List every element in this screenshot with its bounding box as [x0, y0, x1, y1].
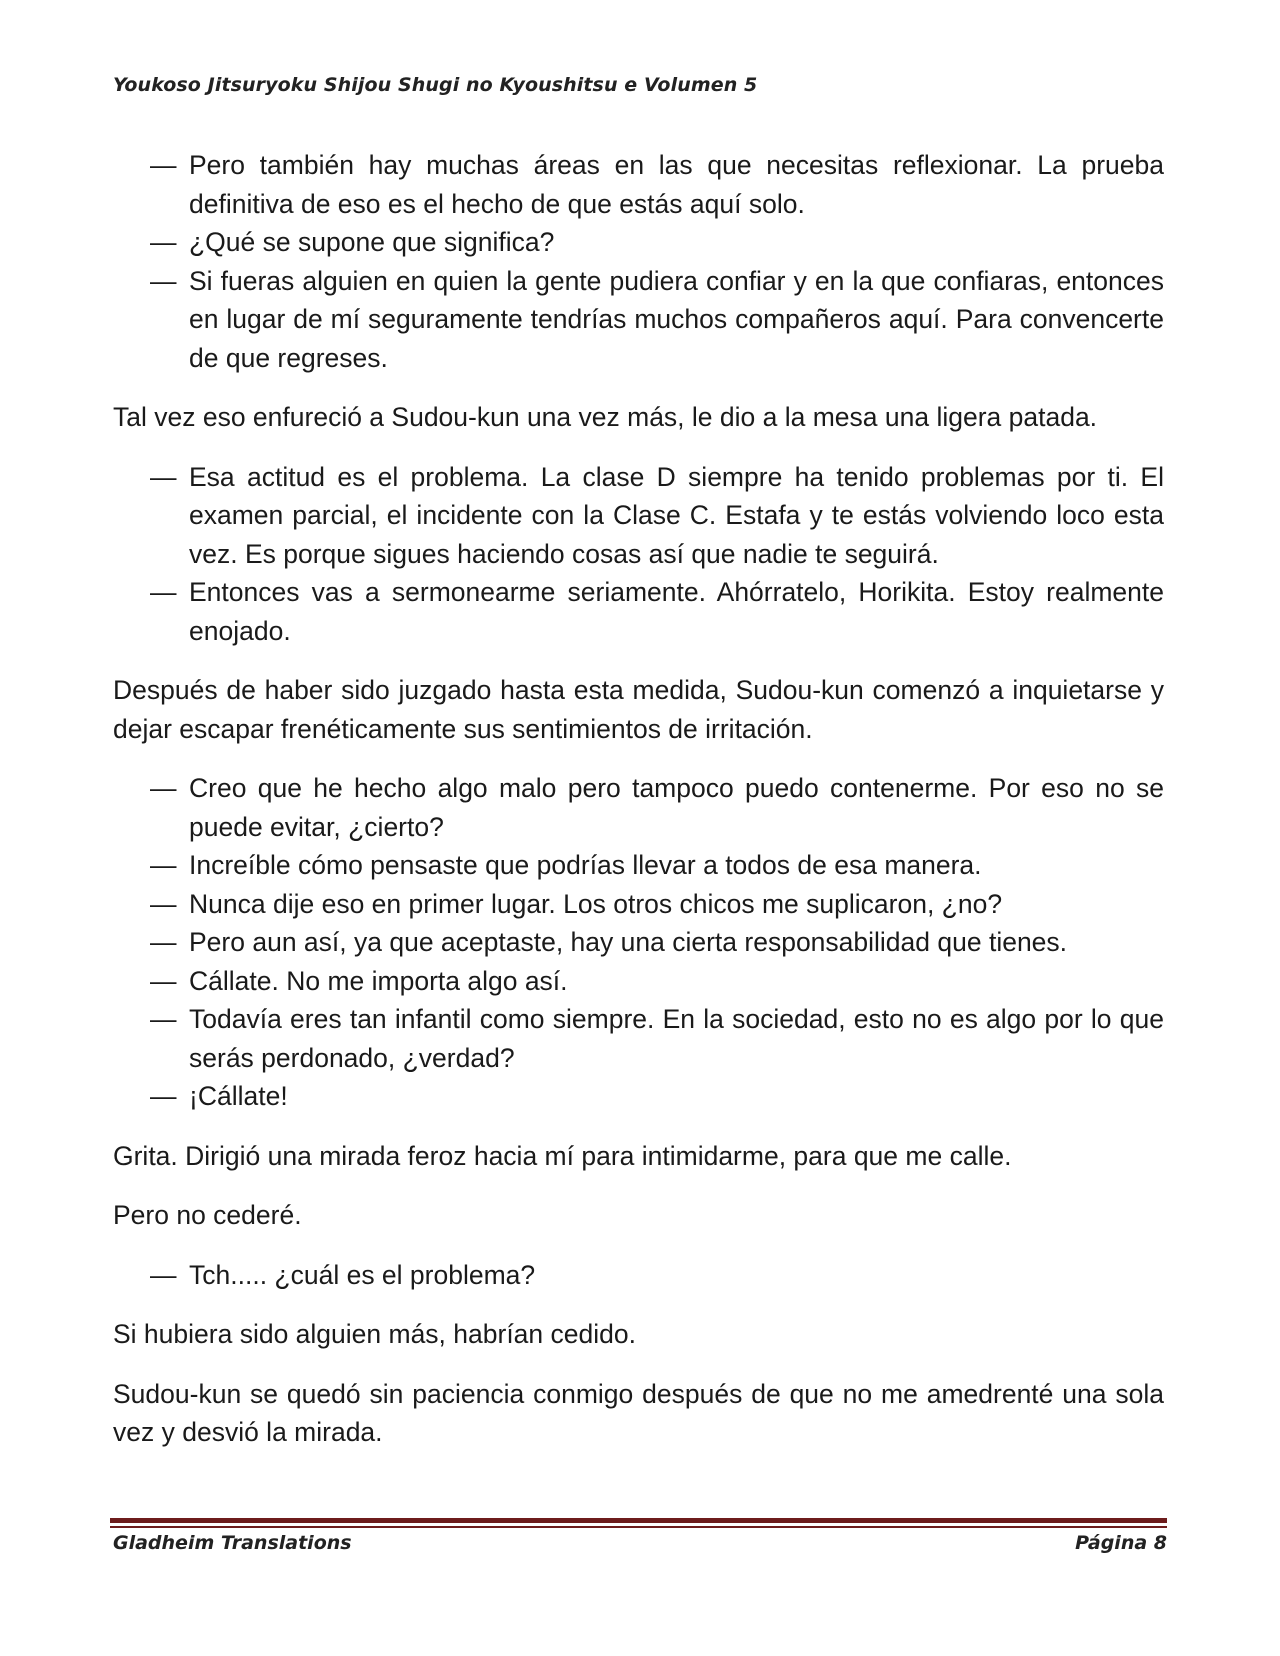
dialogue-line: [113, 1077, 1164, 1116]
dialogue-line: [113, 1256, 1164, 1295]
dialogue-dash: —: [150, 577, 177, 607]
dialogue-dash: —: [150, 965, 177, 996]
dialogue-text: Pero también hay muchas áreas en las que necesitas reflexionar. La prueba definitiva de eso es el hecho de que estás aquí solo.: [189, 150, 1164, 219]
narration-paragraph: Grita. Dirigió una mirada feroz hacia mí para intimidarme, para que me calle.: [113, 1140, 1012, 1171]
dialogue-text: Entonces vas a sermonearme seriamente. Ahórratelo, Horikita. Estoy realmente enojado.: [189, 577, 1164, 646]
dialogue-dash: —: [150, 1081, 177, 1111]
narration-paragraph: Pero no cederé.: [113, 1200, 302, 1230]
footer-divider-thin: [110, 1526, 1167, 1528]
paragraph-gap: [113, 377, 1164, 398]
dialogue-text: Cállate. No me importa algo así.: [189, 965, 568, 996]
dialogue-line: [113, 1000, 1164, 1077]
page-header-title: Youkoso Jitsuryoku Shijou Shugi no Kyoushitsu e Volumen 5: [113, 74, 758, 96]
narration-paragraph: Después de haber sido juzgado hasta esta medida, Sudou-kun comenzó a inquietarse y dejar escapar frenéticamente sus sentimientos de irritación.: [113, 675, 1164, 744]
paragraph-gap: [113, 748, 1164, 769]
paragraph-gap: [113, 650, 1164, 671]
paragraph-gap: [113, 437, 1164, 458]
dialogue-text: Tch..... ¿cuál es el problema?: [189, 1259, 536, 1290]
dialogue-dash: —: [150, 1004, 177, 1034]
dialogue-dash: —: [150, 773, 177, 803]
dialogue-line: [113, 146, 1164, 223]
dialogue-text: ¿Qué se supone que significa?: [189, 227, 555, 257]
dialogue-text: Si fueras alguien en quien la gente pudiera confiar y en la que confiaras, entonces en lugar de mí seguramente tendrías muchos compañeros aquí. Para convencerte de que regreses.: [189, 265, 1164, 373]
dialogue-dash: —: [150, 265, 177, 296]
dialogue-dash: —: [150, 888, 177, 919]
dialogue-line: [113, 573, 1164, 650]
paragraph-gap: [113, 1354, 1164, 1375]
dialogue-text: Esa actitud es el problema. La clase D siempre ha tenido problemas por ti. El examen parcial, el incidente con la Clase C. Estafa y te estás volviendo loco esta vez. Es porque sigues haciendo cosas así que nadie te seguirá.: [189, 461, 1164, 569]
dialogue-line: [113, 923, 1164, 962]
footer-divider-thick: [110, 1518, 1167, 1523]
paragraph-gap: [113, 1294, 1164, 1315]
dialogue-text: Increíble cómo pensaste que podrías llevar a todos de esa manera.: [189, 850, 982, 880]
dialogue-text: Creo que he hecho algo malo pero tampoco puedo contenerme. Por eso no se puede evitar, ¿cierto?: [189, 773, 1164, 842]
narration-paragraph: Sudou-kun se quedó sin paciencia conmigo después de que no me amedrenté una sola vez y desvió la mirada.: [113, 1378, 1164, 1447]
narration-paragraph: Si hubiera sido alguien más, habrían cedido.: [113, 1319, 636, 1349]
dialogue-line: [113, 769, 1164, 846]
dialogue-line: [113, 885, 1164, 924]
dialogue-dash: —: [150, 850, 177, 880]
dialogue-dash: —: [150, 927, 177, 957]
dialogue-line: [113, 846, 1164, 885]
dialogue-dash: —: [150, 227, 177, 257]
dialogue-dash: —: [150, 1259, 177, 1290]
paragraph-gap: [113, 1235, 1164, 1256]
narration-paragraph: Tal vez eso enfureció a Sudou-kun una vez más, le dio a la mesa una ligera patada.: [113, 402, 1098, 432]
dialogue-text: Nunca dije eso en primer lugar. Los otros chicos me suplicaron, ¿no?: [189, 888, 1003, 919]
footer-translator: Gladheim Translations: [113, 1532, 352, 1554]
dialogue-text: Todavía eres tan infantil como siempre. En la sociedad, esto no es algo por lo que serás perdonado, ¿verdad?: [189, 1004, 1164, 1073]
dialogue-dash: —: [150, 150, 177, 180]
footer-page-number: Página 8: [1075, 1532, 1167, 1554]
dialogue-text: ¡Cállate!: [189, 1081, 288, 1111]
dialogue-line: [113, 262, 1164, 378]
dialogue-line: [113, 223, 1164, 262]
dialogue-line: [113, 458, 1164, 574]
paragraph-gap: [113, 1175, 1164, 1196]
dialogue-line: [113, 962, 1164, 1001]
dialogue-text: Pero aun así, ya que aceptaste, hay una cierta responsabilidad que tienes.: [189, 927, 1068, 957]
dialogue-dash: —: [150, 461, 177, 492]
paragraph-gap: [113, 1116, 1164, 1137]
page-body: [113, 146, 1164, 1452]
